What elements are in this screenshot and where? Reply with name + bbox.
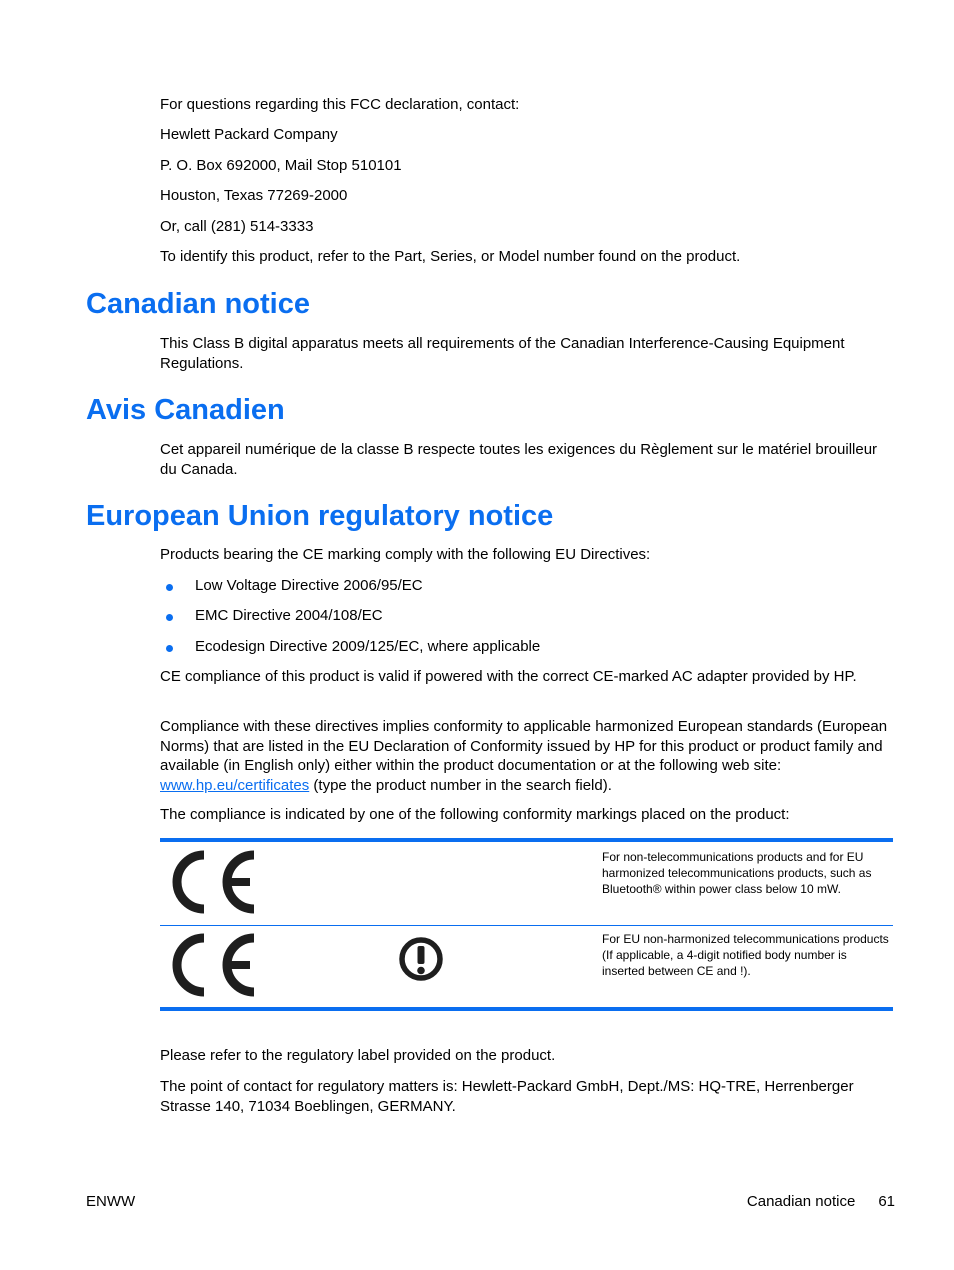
- footer-page-info: [747, 1192, 895, 1212]
- conformity-text-start: Compliance with these directives implies conformity to applicable harmonized European standards (European Norms) that are listed in the EU Declaration of Conformity issued by HP for this product or product family and available (in English only) either within the product documentation or at the following web site:: [160, 718, 888, 774]
- footer-page-number: 61: [878, 1193, 895, 1210]
- directive-list-item: [160, 606, 895, 626]
- table-bottom-rule: [160, 1007, 893, 1011]
- label-note: Please refer to the regulatory label provided on the product.: [160, 1047, 556, 1064]
- avis-canadien-body: Cet appareil numérique de la classe B respecte toutes les exigences du Règlement sur le matériel brouilleur du Canada.: [160, 441, 878, 478]
- directive-list-item: [160, 576, 895, 596]
- alert-mark-icon: [396, 934, 446, 984]
- bullet-icon: [166, 584, 173, 591]
- eu-intro: Products bearing the CE marking comply with the following EU Directives:: [160, 546, 651, 563]
- table-row-divider: [160, 925, 893, 926]
- bullet-icon: [166, 614, 173, 621]
- ce-compliance-text: CE compliance of this product is valid if powered with the correct CE-marked AC adapter provided by HP.: [160, 668, 857, 685]
- avis-canadien-heading: Avis Canadien: [86, 394, 285, 426]
- directive-label: Ecodesign Directive 2009/125/EC, where applicable: [195, 638, 541, 655]
- eu-notice-heading: European Union regulatory notice: [86, 500, 554, 532]
- canadian-notice-heading: Canadian notice: [86, 288, 310, 320]
- fcc-contact-intro: For questions regarding this FCC declaration, contact:: [160, 96, 520, 113]
- fcc-phone: Or, call (281) 514-3333: [160, 218, 314, 235]
- footer-section-title: Canadian notice: [746, 1193, 856, 1210]
- marking-description: For non-telecommunications products and for EU harmonized telecommunications products, such as Bluetooth® within power class below 10 mW.: [602, 850, 872, 896]
- ce-mark-icon: [164, 930, 264, 1000]
- bullet-icon: [166, 645, 173, 652]
- markings-intro: The compliance is indicated by one of the following conformity markings placed on the product:: [160, 806, 790, 823]
- fcc-city: Houston, Texas 77269-2000: [160, 187, 348, 204]
- directive-label: EMC Directive 2004/108/EC: [195, 607, 383, 624]
- conformity-paragraph: [160, 717, 895, 795]
- fcc-identify: To identify this product, refer to the Part, Series, or Model number found on the product.: [160, 248, 741, 265]
- fcc-company: Hewlett Packard Company: [160, 126, 338, 143]
- fcc-po-box: P. O. Box 692000, Mail Stop 510101: [160, 157, 402, 174]
- marking-description: For EU non-harmonized telecommunications products (If applicable, a 4-digit notified body number is inserted between CE and !).: [602, 932, 889, 978]
- certificates-link[interactable]: www.hp.eu/certificates: [160, 776, 310, 794]
- table-top-rule: [160, 838, 893, 842]
- footer-doc-code: ENWW: [86, 1193, 136, 1210]
- directive-list-item: [160, 637, 895, 657]
- canadian-notice-body: This Class B digital apparatus meets all requirements of the Canadian Interference-Causing Equipment Regulations.: [160, 335, 845, 372]
- regulatory-contact: The point of contact for regulatory matters is: Hewlett-Packard GmbH, Dept./MS: HQ-TRE, Herrenberger Strasse 140, 71034 Boeblingen, GERMANY.: [160, 1078, 854, 1115]
- conformity-text-end: (type the product number in the search field).: [309, 776, 612, 794]
- ce-mark-icon: [164, 847, 264, 917]
- directive-label: Low Voltage Directive 2006/95/EC: [195, 577, 423, 594]
